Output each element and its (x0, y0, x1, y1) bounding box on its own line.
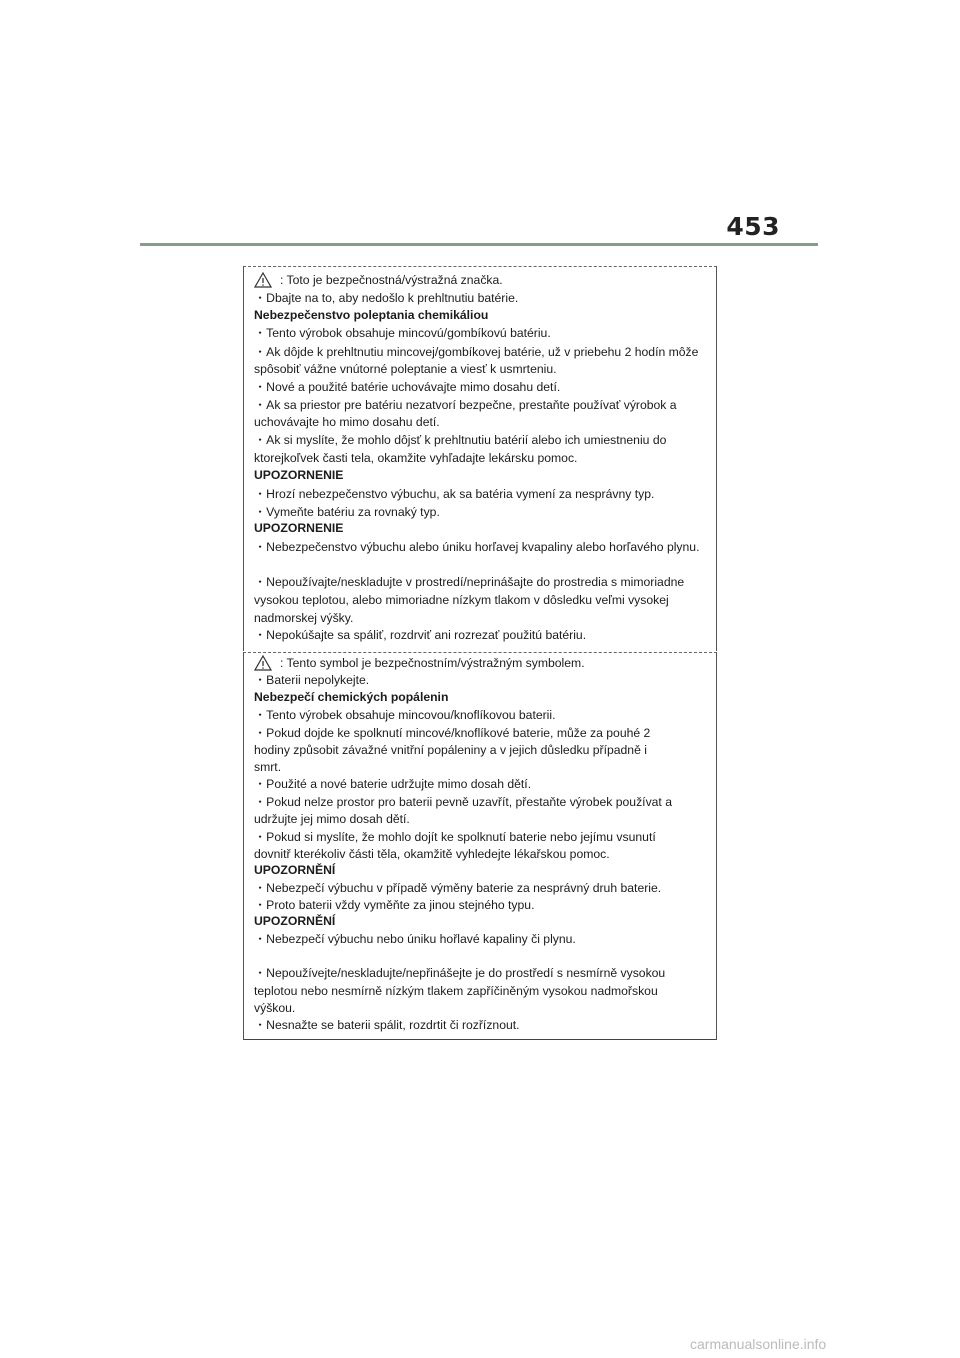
sk-line: nadmorskej výšky. (254, 611, 354, 625)
sk-heading: UPOZORNENIE (254, 468, 344, 482)
sk-line: spôsobiť vážne vnútorné poleptanie a viesť k usmrteniu. (254, 362, 557, 376)
cz-line: výškou. (254, 1001, 296, 1015)
warning-triangle-icon (254, 272, 272, 288)
page-number: 453 (726, 212, 780, 241)
sk-line: ・Nepokúšajte sa spáliť, rozdrviť ani rozrezať použitú batériu. (254, 628, 587, 642)
cz-line: ・Pokud dojde ke spolknutí mincové/knoflíkové baterie, může za pouhé 2 (254, 726, 651, 740)
sk-heading: UPOZORNENIE (254, 521, 344, 535)
slovak-symbol-line (254, 272, 503, 288)
cz-line: dovnitř kterékoliv části těla, okamžitě vyhledejte lékařskou pomoc. (254, 847, 610, 861)
cz-line: ・Baterii nepolykejte. (254, 673, 370, 687)
cz-line: teplotou nebo nesmírně nízkým tlakem zapříčiněným vysokou nadmořskou (254, 984, 658, 998)
sk-heading: Nebezpečenstvo poleptania chemikáliou (254, 308, 489, 322)
sk-line: ・Tento výrobok obsahuje mincovú/gombíkovú batériu. (254, 326, 551, 340)
header-rule (140, 243, 818, 246)
cz-line: hodiny způsobit závažné vnitřní popáleniny a v jejich důsledku případně i (254, 743, 647, 757)
sk-line: vysokou teplotou, alebo mimoriadne nízkym tlakom v dôsledku veľmi vysokej (254, 593, 669, 607)
cz-line: ・Použité a nové baterie udržujte mimo dosah dětí. (254, 777, 532, 791)
cz-line: ・Nebezpečí výbuchu v případě výměny baterie za nesprávný druh baterie. (254, 881, 662, 895)
cz-heading: Nebezpečí chemických popálenin (254, 690, 449, 704)
sk-line: ・Nepoužívajte/neskladujte v prostredí/neprinášajte do prostredia s mimoriadne (254, 575, 685, 589)
sk-line: uchovávajte ho mimo dosahu detí. (254, 415, 440, 429)
cz-line: smrt. (254, 760, 282, 774)
sk-line: ・Dbajte na to, aby nedošlo k prehltnutiu batérie. (254, 291, 519, 305)
sk-line: ・Ak si myslíte, že mohlo dôjsť k prehltnutiu batérií alebo ich umiestneniu do (254, 433, 667, 447)
cz-line: ・Pokud si myslíte, že mohlo dojít ke spolknutí baterie nebo jejímu vsunutí (254, 830, 656, 844)
czech-symbol-note: : Tento symbol je bezpečnostním/výstražným symbolem. (280, 656, 585, 670)
sk-line: ktorejkoľvek časti tela, okamžite vyhľadajte lekársku pomoc. (254, 451, 578, 465)
warning-triangle-icon (254, 655, 272, 671)
cz-line: ・Pokud nelze prostor pro baterii pevně uzavřít, přestaňte výrobek používat a (254, 795, 672, 809)
sk-line: ・Nové a použité batérie uchovávajte mimo dosahu detí. (254, 380, 561, 394)
slovak-symbol-note: : Toto je bezpečnostná/výstražná značka. (280, 273, 503, 287)
footer-watermark[interactable]: carmanualsonline.info (690, 1336, 827, 1352)
cz-line: ・Nepoužívejte/neskladujte/nepřinášejte je do prostředí s nesmírně vysokou (254, 966, 666, 980)
sk-line: ・Hrozí nebezpečenstvo výbuchu, ak sa batéria vymení za nesprávny typ. (254, 487, 655, 501)
sk-line: ・Nebezpečenstvo výbuchu alebo úniku horľavej kvapaliny alebo horľavého plynu. (254, 540, 700, 554)
sk-line: ・Ak sa priestor pre batériu nezatvorí bezpečne, prestaňte používať výrobok a (254, 398, 677, 412)
cz-line: udržujte jej mimo dosah dětí. (254, 812, 410, 826)
sk-line: ・Ak dôjde k prehltnutiu mincovej/gombíkovej batérie, už v priebehu 2 hodín môže (254, 345, 699, 359)
czech-symbol-line (254, 655, 585, 671)
cz-heading: UPOZORNĚNÍ (254, 914, 336, 928)
sk-line: ・Vymeňte batériu za rovnaký typ. (254, 505, 440, 519)
cz-line: ・Proto baterii vždy vyměňte za jinou stejného typu. (254, 898, 535, 912)
cz-heading: UPOZORNĚNÍ (254, 863, 336, 877)
cz-line: ・Nebezpečí výbuchu nebo úniku hořlavé kapaliny či plynu. (254, 932, 576, 946)
cz-line: ・Nesnažte se baterii spálit, rozdrtit či rozříznout. (254, 1018, 520, 1032)
cz-line: ・Tento výrobek obsahuje mincovou/knoflíkovou baterii. (254, 708, 556, 722)
